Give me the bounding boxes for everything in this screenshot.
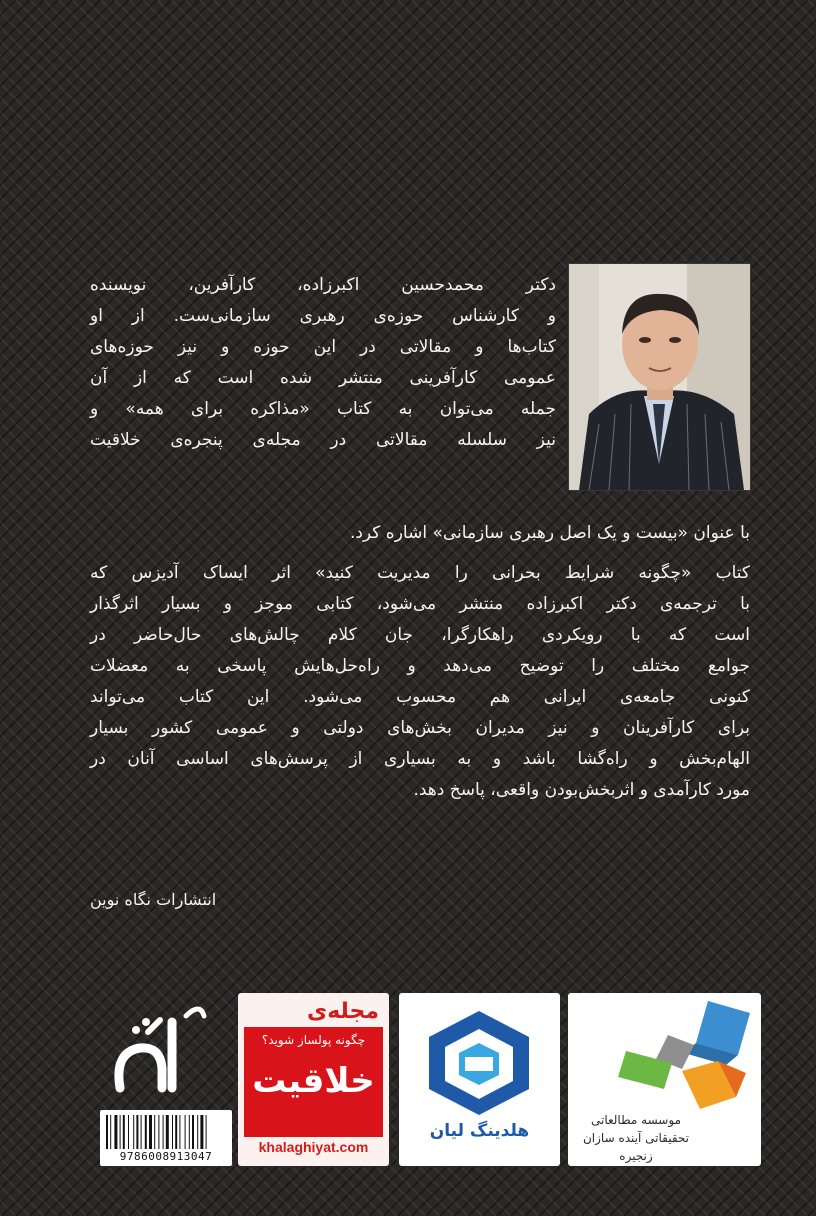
bio-line: و کارشناس حوزه‌ی رهبری سازمانی‌ست. از او	[90, 306, 556, 326]
barcode-bar	[179, 1115, 180, 1149]
barcode-bar	[141, 1115, 142, 1149]
isbn-number: 9786008913047	[119, 1150, 213, 1163]
author-portrait	[569, 264, 750, 490]
barcode-bar	[106, 1115, 108, 1149]
brand-mark-icon	[100, 992, 210, 1102]
desc-last-line: مورد کارآمدی و اثربخش‌بودن واقعی، پاسخ دهد.	[413, 780, 750, 800]
barcode-bar	[172, 1115, 173, 1149]
desc-line: با ترجمه‌ی دکتر اکبرزاده منتشر می‌شود، کتابی موجز و بسیار اثرگذار	[90, 594, 750, 614]
desc-line: است که با رویکردی راهکارگرا، جان کلام چالش‌های حال‌حاضر در	[90, 625, 750, 645]
barcode-bar	[206, 1115, 207, 1149]
magazine-label: مجله‌ی	[307, 999, 379, 1024]
barcode-bar	[166, 1115, 169, 1149]
magazine-title: خلاقیت	[252, 1061, 375, 1101]
magazine-subtitle: چگونه پولساز شوید؟	[261, 1033, 366, 1047]
holding-lian-logo	[399, 993, 560, 1166]
desc-line: کنونی جامعه‌ی ایرانی هم محسوب می‌شود. این کتاب می‌تواند	[90, 687, 750, 707]
barcode-bar	[120, 1115, 121, 1149]
barcode-bar	[175, 1115, 177, 1149]
bio-line: دکتر محمدحسین اکبرزاده، کارآفرین، نویسنده	[90, 275, 556, 295]
desc-line: کتاب «چگونه شرایط بحرانی را مدیریت کنید» اثر ایساک آدیزس که	[90, 563, 750, 583]
desc-line: جوامع مختلف را توضیح می‌دهد و راه‌حل‌هایش پاسخی به معضلات	[90, 656, 750, 676]
barcode-bar	[136, 1115, 138, 1149]
barcode-bar	[114, 1115, 117, 1149]
bio-line: نیز سلسله مقالاتی در مجله‌ی پنجره‌ی خلاقیت	[90, 430, 556, 450]
desc-line: الهام‌بخش و راه‌گشا باشد و به بسیاری از پرسش‌های اساسی آنان در	[90, 749, 750, 769]
isbn-barcode	[100, 1110, 232, 1166]
author-photo	[568, 263, 751, 491]
barcode-bar	[145, 1115, 147, 1149]
barcode-bar	[133, 1115, 134, 1149]
bio-last-line: با عنوان «بیست و یک اصل رهبری سازمانی» اشاره کرد.	[349, 523, 750, 543]
barcode-bar	[200, 1115, 203, 1149]
hexagon-icon	[399, 993, 560, 1117]
barcode-bar	[123, 1115, 125, 1149]
barcode-bar	[128, 1115, 129, 1149]
desc-line: برای کارآفرینان و نیز مدیران بخش‌های دولتی و عمومی کشور بسیار	[90, 718, 750, 738]
negah-novin-brand-logo	[100, 992, 210, 1102]
book-description	[90, 558, 750, 806]
cube-icon	[568, 993, 761, 1113]
barcode-bar	[163, 1115, 164, 1149]
barcode-bar	[189, 1115, 190, 1149]
bio-line: جمله می‌توان به کتاب «مذاکره برای همه» و	[90, 399, 556, 419]
barcode-bar	[197, 1115, 198, 1149]
author-bio-end	[90, 518, 750, 549]
barcode-bar	[192, 1115, 194, 1149]
barcode-bar	[158, 1115, 159, 1149]
barcode-bar	[154, 1115, 155, 1149]
ayande-name: موسسه مطالعاتی تحقیقاتی آینده سازان زنجیره	[582, 1113, 689, 1163]
bio-line: کتاب‌ها و مقالاتی در این حوزه و نیز حوزه‌های	[90, 337, 556, 357]
publisher-name: انتشارات نگاه نوین	[90, 890, 217, 909]
bio-line: عمومی کارآفرینی منتشر شده است که از آن	[90, 368, 556, 388]
barcode-bar	[149, 1115, 152, 1149]
magazine-url: khalaghiyat.com	[258, 1139, 369, 1155]
magazine-banner	[244, 1027, 383, 1137]
author-bio	[90, 270, 556, 456]
barcode-bar	[110, 1115, 111, 1149]
barcode-bars	[106, 1115, 226, 1149]
holding-name: هلدینگ لیان	[429, 1121, 530, 1141]
khalaghiyat-magazine-logo	[238, 993, 389, 1166]
ayande-sazan-logo	[568, 993, 761, 1166]
barcode-bar	[185, 1115, 186, 1149]
